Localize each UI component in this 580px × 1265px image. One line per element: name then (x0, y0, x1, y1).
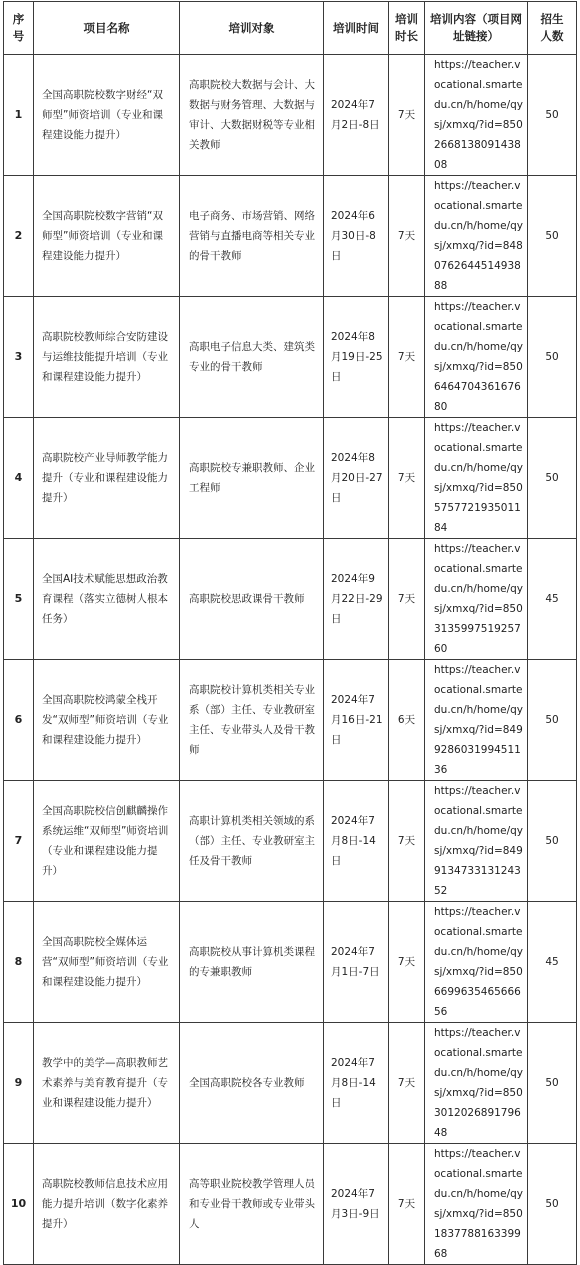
table-row (4, 176, 577, 297)
row-no: 6 (4, 660, 34, 781)
project-name: 全国高职院校数字营销“双师型”师资培训（专业和课程建设能力提升） (34, 176, 180, 297)
project-link[interactable]: https://teacher.vocational.smartedu.cn/h/home/qysj/xmxq/?id=8501837788163399 68 (425, 1144, 528, 1265)
project-link[interactable]: https://teacher.vocational.smartedu.cn/h/home/qysj/xmxq/?id=8499134733131243 52 (425, 781, 528, 902)
project-name: 全国高职院校鸿蒙全栈开发“双师型”师资培训（专业和课程建设能力提升） (34, 660, 180, 781)
training-target: 高职院校思政课骨干教师 (180, 539, 324, 660)
header-duration: 培训时长 (389, 2, 425, 55)
training-time: 2024年7月16日-21日 (324, 660, 389, 781)
training-duration: 7天 (389, 1023, 425, 1144)
project-link[interactable]: https://teacher.vocational.smartedu.cn/h/home/qysj/xmxq/?id=8480762644514938 88 (425, 176, 528, 297)
table-row (4, 418, 577, 539)
project-link[interactable]: https://teacher.vocational.smartedu.cn/h/home/qysj/xmxq/?id=8505757721935011 84 (425, 418, 528, 539)
project-link[interactable]: https://teacher.vocational.smartedu.cn/h/home/qysj/xmxq/?id=8502668138091438 08 (425, 55, 528, 176)
header-time: 培训时间 (324, 2, 389, 55)
project-name: 高职院校产业导师教学能力提升（专业和课程建设能力提升） (34, 418, 180, 539)
training-target: 高职计算机类相关领域的系（部）主任、专业教研室主任及骨干教师 (180, 781, 324, 902)
training-time: 2024年8月20日-27日 (324, 418, 389, 539)
training-time: 2024年7月2日-8日 (324, 55, 389, 176)
table-row (4, 539, 577, 660)
project-name: 全国高职院校全媒体运营“双师型”师资培训（专业和课程建设能力提升） (34, 902, 180, 1023)
training-time: 2024年8月19日-25日 (324, 297, 389, 418)
row-no: 2 (4, 176, 34, 297)
project-name: 全国高职院校信创麒麟操作系统运维“双师型”师资培训（专业和课程建设能力提升） (34, 781, 180, 902)
table-header-row (4, 2, 577, 55)
training-duration: 7天 (389, 297, 425, 418)
training-duration: 7天 (389, 418, 425, 539)
training-target: 高职电子信息大类、建筑类专业的骨干教师 (180, 297, 324, 418)
project-name: 全国高职院校数字财经“双师型”师资培训（专业和课程建设能力提升） (34, 55, 180, 176)
training-duration: 7天 (389, 539, 425, 660)
table-row (4, 1023, 577, 1144)
enrollment-quota: 50 (528, 297, 577, 418)
training-target: 高职院校大数据与会计、大数据与财务管理、大数据与审计、大数据财税等专业相关教师 (180, 55, 324, 176)
header-quota: 招生人数 (528, 2, 577, 55)
training-duration: 7天 (389, 781, 425, 902)
training-table (3, 1, 577, 1265)
row-no: 10 (4, 1144, 34, 1265)
header-target: 培训对象 (180, 2, 324, 55)
project-name: 教学中的美学—高职教师艺术素养与美育教育提升（专业和课程建设能力提升） (34, 1023, 180, 1144)
table-row (4, 1144, 577, 1265)
table-row (4, 55, 577, 176)
header-no: 序号 (4, 2, 34, 55)
training-time: 2024年7月8日-14日 (324, 781, 389, 902)
training-target: 高职院校计算机类相关专业系（部）主任、专业教研室主任、专业带头人及骨干教师 (180, 660, 324, 781)
training-target: 全国高职院校各专业教师 (180, 1023, 324, 1144)
enrollment-quota: 45 (528, 539, 577, 660)
enrollment-quota: 50 (528, 55, 577, 176)
training-table-container (3, 1, 577, 1265)
table-row (4, 297, 577, 418)
training-duration: 6天 (389, 660, 425, 781)
table-row (4, 781, 577, 902)
header-content: 培训内容（项目网址链接） (425, 2, 528, 55)
project-link[interactable]: https://teacher.vocational.smartedu.cn/h/home/qysj/xmxq/?id=8503012026891796 48 (425, 1023, 528, 1144)
training-duration: 7天 (389, 1144, 425, 1265)
enrollment-quota: 45 (528, 902, 577, 1023)
training-duration: 7天 (389, 55, 425, 176)
project-name: 高职院校教师信息技术应用能力提升培训（数字化素养提升） (34, 1144, 180, 1265)
enrollment-quota: 50 (528, 418, 577, 539)
training-target: 高职院校从事计算机类课程的专兼职教师 (180, 902, 324, 1023)
project-name: 全国AI技术赋能思想政治教育课程（落实立德树人根本任务） (34, 539, 180, 660)
row-no: 5 (4, 539, 34, 660)
training-target: 高职院校专兼职教师、企业工程师 (180, 418, 324, 539)
project-link[interactable]: https://teacher.vocational.smartedu.cn/h/home/qysj/xmxq/?id=8499286031994511 36 (425, 660, 528, 781)
training-time: 2024年6月30日-8日 (324, 176, 389, 297)
training-duration: 7天 (389, 902, 425, 1023)
enrollment-quota: 50 (528, 781, 577, 902)
training-duration: 7天 (389, 176, 425, 297)
table-row (4, 660, 577, 781)
training-target: 高等职业院校教学管理人员和专业骨干教师或专业带头人 (180, 1144, 324, 1265)
row-no: 9 (4, 1023, 34, 1144)
training-time: 2024年9月22日-29日 (324, 539, 389, 660)
training-time: 2024年7月1日-7日 (324, 902, 389, 1023)
enrollment-quota: 50 (528, 660, 577, 781)
project-name: 高职院校教师综合安防建设与运维技能提升培训（专业和课程建设能力提升） (34, 297, 180, 418)
project-link[interactable]: https://teacher.vocational.smartedu.cn/h/home/qysj/xmxq/?id=8506699635465666 56 (425, 902, 528, 1023)
row-no: 4 (4, 418, 34, 539)
enrollment-quota: 50 (528, 1023, 577, 1144)
training-time: 2024年7月3日-9日 (324, 1144, 389, 1265)
training-time: 2024年7月8日-14日 (324, 1023, 389, 1144)
table-row (4, 902, 577, 1023)
row-no: 1 (4, 55, 34, 176)
project-link[interactable]: https://teacher.vocational.smartedu.cn/h/home/qysj/xmxq/?id=8506464704361676 80 (425, 297, 528, 418)
enrollment-quota: 50 (528, 176, 577, 297)
row-no: 3 (4, 297, 34, 418)
row-no: 7 (4, 781, 34, 902)
training-target: 电子商务、市场营销、网络营销与直播电商等相关专业的骨干教师 (180, 176, 324, 297)
project-link[interactable]: https://teacher.vocational.smartedu.cn/h/home/qysj/xmxq/?id=8503135997519257 60 (425, 539, 528, 660)
header-name: 项目名称 (34, 2, 180, 55)
enrollment-quota: 50 (528, 1144, 577, 1265)
row-no: 8 (4, 902, 34, 1023)
